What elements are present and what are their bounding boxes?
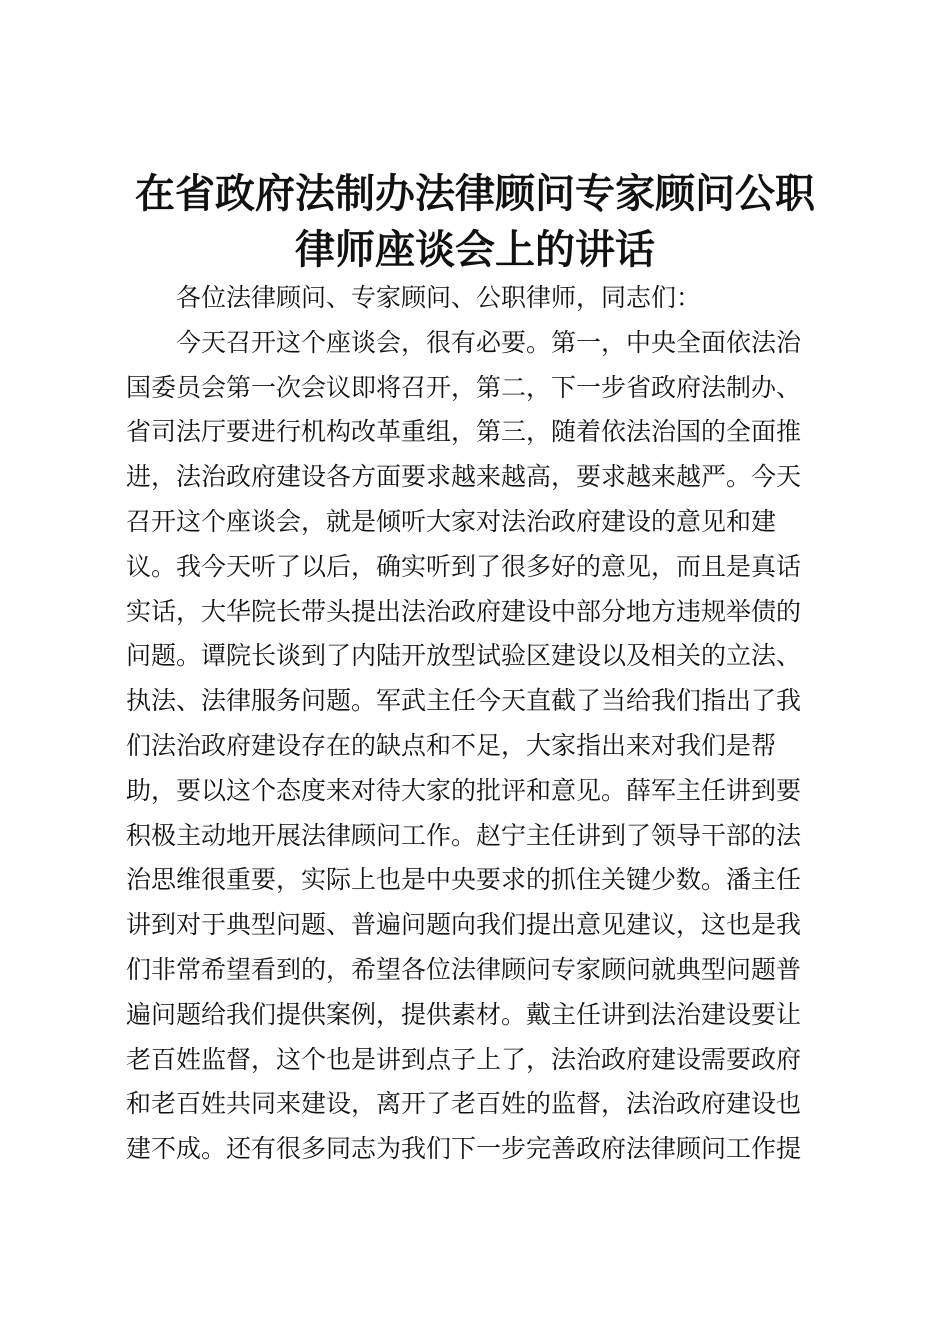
paragraph-line: 建不成。还有很多同志为我们下一步完善政府法律顾问工作提	[126, 1134, 802, 1164]
title-line-2: 律师座谈会上的讲话	[295, 226, 655, 273]
paragraph-line: 执法、法律服务问题。军武主任今天直截了当给我们指出了我	[126, 686, 802, 716]
paragraph-line: 实话，大华院长带头提出法治政府建设中部分地方违规举债的	[126, 596, 802, 626]
paragraph-line: 进，法治政府建设各方面要求越来越高，要求越来越严。今天	[126, 462, 802, 492]
paragraph-line: 问题。谭院长谈到了内陆开放型试验区建设以及相关的立法、	[126, 641, 802, 671]
paragraph-line: 助，要以这个态度来对待大家的批评和意见。薛军主任讲到要	[126, 775, 802, 805]
paragraph-line: 遍问题给我们提供案例，提供素材。戴主任讲到法治建设要让	[126, 999, 802, 1029]
title-line-1: 在省政府法制办法律顾问专家顾问公职	[135, 170, 815, 217]
paragraph-line: 国委员会第一次会议即将召开，第二，下一步省政府法制办、	[126, 372, 802, 402]
paragraph-line: 们非常希望看到的，希望各位法律顾问专家顾问就典型问题普	[126, 954, 802, 984]
paragraph-line: 和老百姓共同来建设，离开了老百姓的监督，法治政府建设也	[126, 1089, 802, 1119]
salutation: 各位法律顾问、专家顾问、公职律师，同志们：	[176, 283, 702, 312]
paragraph-line: 治思维很重要，实际上也是中央要求的抓住关键少数。潘主任	[126, 865, 802, 895]
paragraph-line: 议。我今天听了以后，确实听到了很多好的意见，而且是真话	[126, 551, 802, 581]
paragraph-line: 召开这个座谈会，就是倾听大家对法治政府建设的意见和建	[126, 506, 777, 536]
paragraph-line: 积极主动地开展法律顾问工作。赵宁主任讲到了领导干部的法	[126, 820, 802, 850]
paragraph-line: 省司法厅要进行机构改革重组，第三，随着依法治国的全面推	[126, 417, 802, 447]
document-title	[100, 166, 850, 278]
paragraph-line: 们法治政府建设存在的缺点和不足，大家指出来对我们是帮	[126, 730, 777, 760]
paragraph-line: 讲到对于典型问题、普遍问题向我们提出意见建议，这也是我	[126, 910, 802, 940]
paragraph-line: 老百姓监督，这个也是讲到点子上了，法治政府建设需要政府	[126, 1044, 802, 1074]
paragraph-line: 今天召开这个座谈会，很有必要。第一，中央全面依法治	[176, 327, 802, 357]
document-body	[126, 276, 826, 1172]
